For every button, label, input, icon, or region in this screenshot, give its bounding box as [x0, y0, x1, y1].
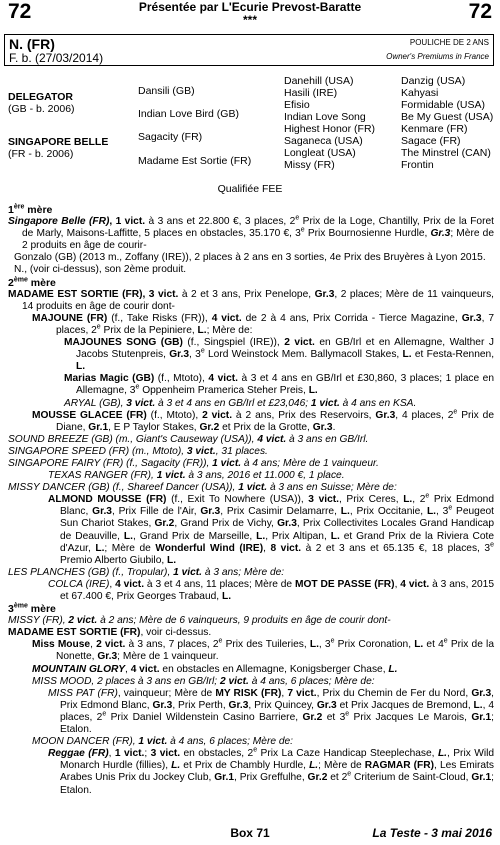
lot-number-left: 72	[8, 0, 32, 23]
pedigree-g4: The Minstrel (CAN)	[401, 147, 491, 159]
pedigree-g3: Hasili (IRE)	[284, 87, 338, 99]
pedigree-g2: Madame Est Sortie (FR)	[138, 155, 252, 167]
third-dam-paragraph: MISSY (FR), 2 vict. à 2 ans; Mère de 6 vainqueurs, 9 produits en âge de courir dont-	[8, 615, 391, 627]
pedigree-g2: Indian Love Bird (GB)	[138, 108, 239, 120]
sire-name: DELEGATOR	[8, 91, 73, 103]
horse-name: N. (FR)	[9, 36, 55, 52]
sire-info: (GB - b. 2006)	[8, 103, 75, 115]
section-2eme-mere: 2ème mère	[8, 276, 56, 289]
presented-by	[0, 1, 500, 27]
produce-paragraph: SINGAPORE FAIRY (FR) (f., Sagacity (FR)), 1 vict. à 4 ans; Mère de 1 vainqueur.	[8, 457, 379, 469]
owners-premiums: Owner's Premiums in France	[386, 52, 489, 61]
box-number: Box 71	[230, 826, 270, 840]
pedigree-g4: Kahyasi	[401, 87, 439, 99]
pedigree-g4: Danzig (USA)	[401, 75, 466, 87]
produce-paragraph: SOUND BREEZE (GB) (m., Giant's Causeway (USA)), 4 vict. à 3 ans en GB/Irl.	[8, 433, 369, 445]
page-footer	[0, 826, 500, 844]
pedigree-g3: Indian Love Song	[284, 111, 366, 123]
dam-info: (FR - b. 2006)	[8, 148, 74, 160]
produce-paragraph: Reggae (FR), 1 vict.; 3 vict. en obstacles, 2e Prix La Caze Handicap Steeplechase, L., Prix Wild Monarch Hurdle (fillies), L. et Prix de Chambly Hurdle, L.; Mère de RAGMAR (FR), Les Emirats Arabes Unis Prix du Jockey Club, Gr.1, Prix Greffulhe, Gr.2 et 2e Criterium de Saint-Cloud, Gr.1; Etalon.	[48, 746, 495, 796]
pedigree-g3: Efisio	[284, 99, 310, 111]
produce-paragraph: MADAME EST SORTIE (FR), voir ci-dessus.	[8, 627, 212, 639]
pedigree-g3: Longleat (USA)	[284, 147, 356, 159]
pedigree-g3: Saganeca (USA)	[284, 135, 363, 147]
produce-paragraph: MOUNTAIN GLORY, 4 vict. en obstacles en Allemagne, Konigsberger Chase, L.	[32, 663, 398, 675]
pedigree-g2: Sagacity (FR)	[138, 131, 203, 143]
pedigree-g3: Missy (FR)	[284, 159, 335, 171]
dam-produce: N., (voir ci-dessus), son 2ème produit.	[14, 264, 187, 276]
stars: ***	[242, 13, 257, 27]
catalogue-body	[8, 204, 494, 797]
pedigree-g3: Highest Honor (FR)	[284, 123, 376, 135]
pedigree-g2: Dansili (GB)	[138, 85, 195, 97]
dam-produce: Gonzalo (GB) (2013 m., Zoffany (IRE)), 2 places à 2 ans en 3 sorties, 4e Prix des Bruyères à Lyon 2015.	[14, 252, 486, 264]
horse-identity-box	[4, 34, 494, 66]
pedigree-g4: Be My Guest (USA)	[401, 111, 494, 123]
pedigree-g3: Danehill (USA)	[284, 75, 354, 87]
produce-paragraph: TEXAS RANGER (FR), 1 vict. à 3 ans, 2016 et 11.000 €, 1 place.	[48, 470, 345, 482]
second-dam-paragraph: MADAME EST SORTIE (FR), 3 vict. à 2 et 3 ans, Prix Penelope, Gr.3, 2 places; Mère de 11 vainqueurs, 14 produits en âge de courir dont-	[8, 288, 494, 312]
dam-name: SINGAPORE BELLE	[8, 136, 109, 148]
qualification: Qualifiée FEE	[217, 183, 283, 195]
dam-paragraph: Singapore Belle (FR), 1 vict. à 3 ans et 22.800 €, 3 places, 2e Prix de la Loge, Chantilly, Prix de la Foret de Marly, Maisons-Laffitte, 5 places en obstacles, 35.170 €, 3e Prix Bournosienne Hurdle, Gr.3; Mère de 2 produits en âge de courir-	[8, 214, 494, 252]
produce-paragraph: MAJOUNES SONG (GB) (f., Singspiel (IRE)), 2 vict. en GB/Irl et en Allemagne, Walther J Jacobs Stutenpreis, Gr.3, 3e Lord Weinstock Mem. Ballymacoll Stakes, L. et Festa-Rennen, L.	[64, 337, 495, 373]
produce-paragraph: MISSY DANCER (GB) (f., Shareef Dancer (USA)), 1 vict. à 3 ans en Suisse; Mère de:	[8, 482, 397, 494]
horse-category: POULICHE DE 2 ANS	[409, 38, 489, 47]
sale-date: La Teste - 3 mai 2016	[372, 826, 492, 840]
horse-description: F. b. (27/03/2014)	[9, 51, 104, 65]
lot-number-right: 72	[468, 0, 492, 23]
produce-paragraph: COLCA (IRE), 4 vict. à 3 et 4 ans, 11 places; Mère de MOT DE PASSE (FR), 4 vict. à 3 ans, 2015 et 67.400 €, Prix Georges Trabaud, L.	[48, 578, 494, 602]
pedigree-g4: Formidable (USA)	[401, 99, 486, 111]
pedigree-g4: Frontin	[401, 159, 434, 171]
page-header	[0, 0, 500, 30]
produce-paragraph: Miss Mouse, 2 vict. à 3 ans, 7 places, 2e Prix des Tuileries, L., 3e Prix Coronation, L. et 4e Prix de la Nonette, Gr.3; Mère de 1 vainqueur.	[32, 637, 494, 663]
produce-paragraph: MAJOUNE (FR) (f., Take Risks (FR)), 4 vict. de 2 à 4 ans, Prix Corrida - Tierce Magazine, Gr.3, 7 places, 2e Prix de la Pepiniere, L.; Mère de:	[32, 312, 495, 336]
section-1ere-mere: 1ère mère	[8, 203, 53, 216]
pedigree-g4: Sagace (FR)	[401, 135, 461, 147]
pedigree-g4: Kenmare (FR)	[401, 123, 468, 135]
section-3eme-mere: 3ème mère	[8, 602, 56, 616]
produce-paragraph: Marias Magic (GB) (f., Mtoto), 4 vict. à 3 et 4 ans en GB/Irl et £30,860, 3 places; 1 place en Allemagne, 3e Oppenheim Pramerica Steher Preis, L.	[64, 373, 494, 397]
produce-paragraph: MISS PAT (FR), vainqueur; Mère de MY RISK (FR), 7 vict., Prix du Chemin de Fer du Nord, Gr.3, Prix Edmond Blanc, Gr.3, Prix Perth, Gr.3, Prix Quincey, Gr.3 et Prix Jacques de Bremond, L., 4 places, 2e Prix Daniel Wildenstein Casino Barriere, Gr.2 et 3e Prix Jacques Le Marois, Gr.1; Etalon.	[48, 687, 495, 736]
produce-paragraph: ALMOND MOUSSE (FR) (f., Exit To Nowhere (USA)), 3 vict., Prix Ceres, L., 2e Prix Edmond Blanc, Gr.3, Prix Fille de l'Air, Gr.3, Prix Casimir Delamarre, L., Prix Occitanie, L., 3e Peugeot Sun Chariot Stakes, Gr.2, Grand Prix de Vichy, Gr.3, Prix Collectivites Locales Grand Handicap de Deauville, L., Grand Prix de Marseille, L., Prix Altipan, L. et Grand Prix de la Riviera Cote d'Azur, L.; Mère de Wonderful Wind (IRE), 8 vict. à 2 et 3 ans et 65.135 €, 18 places, 3e Premio Alberto Giubilo, L.	[48, 492, 494, 566]
produce-paragraph: MISS MOOD, 2 places à 3 ans en GB/Irl; 2 vict. à 4 ans, 6 places; Mère de:	[32, 675, 375, 687]
produce-paragraph: ARYAL (GB), 3 vict. à 3 et 4 ans en GB/Irl et £23,046; 1 vict. à 4 ans en KSA.	[64, 397, 417, 409]
produce-paragraph: LES PLANCHES (GB) (f., Tropular), 1 vict. à 3 ans; Mère de:	[8, 566, 285, 578]
produce-paragraph: MOUSSE GLACEE (FR) (f., Mtoto), 2 vict. à 2 ans, Prix des Reservoirs, Gr.3, 4 places, 2e Prix de Diane, Gr.1, E P Taylor Stakes, Gr.2 et Prix de la Grotte, Gr.3.	[32, 408, 494, 433]
produce-paragraph: MOON DANCER (FR), 1 vict. à 4 ans, 6 places; Mère de:	[32, 736, 294, 748]
produce-paragraph: SINGAPORE SPEED (FR) (m., Mtoto), 3 vict., 31 places.	[8, 445, 268, 457]
presented-by-text: Présentée par L'Ecurie Prevost-Baratte	[138, 0, 362, 14]
